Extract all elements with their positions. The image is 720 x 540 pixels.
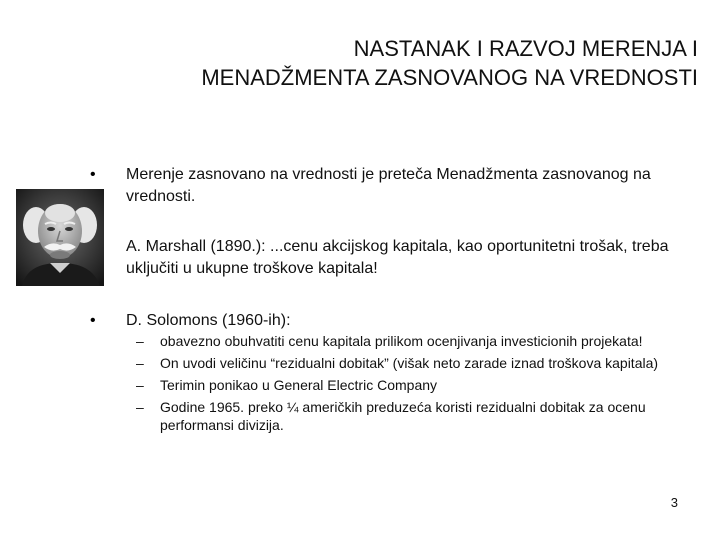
marshall-portrait	[16, 189, 104, 286]
marshall-quote: A. Marshall (1890.): ...cenu akcijskog kapitala, kao oportunitetni trošak, treba uključiti u ukupne troškove kapitala!	[126, 238, 669, 277]
sub-list-item	[136, 398, 696, 434]
bullet-marker-2: •	[90, 312, 96, 329]
sub-item-text: Terimin ponikao u General Electric Company	[160, 377, 438, 393]
title-line-1: NASTANAK I RAZVOJ MERENJA I	[353, 36, 698, 61]
bullet-marker-1: •	[90, 166, 96, 183]
solomons-sub-list	[136, 332, 696, 438]
dash-marker: –	[136, 399, 144, 415]
sub-list-item	[136, 354, 696, 372]
slide-title	[98, 34, 698, 92]
sub-item-text: obavezno obuhvatiti cenu kapitala prilikom ocenjivanja investicionih projekata!	[160, 333, 643, 349]
sub-list-item	[136, 332, 696, 350]
sub-item-text: Godine 1965. preko ¼ američkih preduzeća koristi rezidualni dobitak za ocenu performansi divizija.	[160, 399, 646, 433]
sub-list-item	[136, 376, 696, 394]
sub-item-text: On uvodi veličinu “rezidualni dobitak” (višak neto zarade iznad troškova kapitala)	[160, 355, 659, 371]
bullet-text-1: Merenje zasnovano na vrednosti je preteča Menadžmenta zasnovanog na vrednosti.	[126, 166, 651, 205]
page-number: 3	[670, 495, 678, 510]
bullet-text-2: D. Solomons (1960-ih):	[126, 312, 291, 329]
dash-marker: –	[136, 333, 144, 349]
dash-marker: –	[136, 355, 144, 371]
dash-marker: –	[136, 377, 144, 393]
title-line-2: MENADŽMENTA ZASNOVANOG NA VREDNOSTI	[201, 65, 698, 90]
